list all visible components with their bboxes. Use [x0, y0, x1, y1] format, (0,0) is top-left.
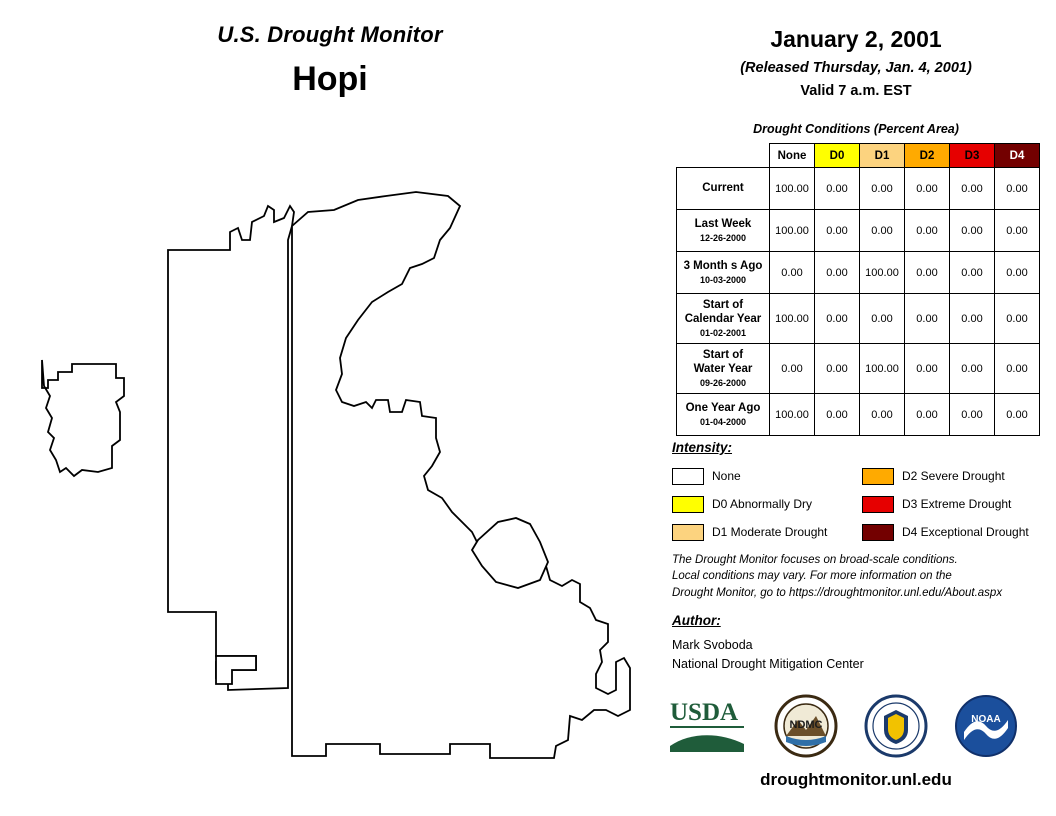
cell-wateryear-d0: 0.00 [815, 344, 860, 394]
row-label-text-line2: Calendar Year [684, 313, 762, 326]
legend-column-right [862, 464, 1029, 548]
ndmc-logo [774, 694, 838, 758]
cell-lastweek-d3: 0.00 [950, 210, 995, 252]
cell-wateryear-d2: 0.00 [905, 344, 950, 394]
cell-wateryear-d1: 100.00 [860, 344, 905, 394]
cell-lastweek-d2: 0.00 [905, 210, 950, 252]
noaa-logo-text: NOAA [971, 714, 1001, 725]
table-row [677, 252, 1040, 294]
column-header-none: None [770, 144, 815, 168]
cell-3months-d0: 0.00 [815, 252, 860, 294]
noaa-logo [954, 694, 1018, 758]
row-label-last-week [677, 210, 770, 252]
row-label-text: 3 Month s Ago [683, 260, 763, 273]
cell-wateryear-none: 0.00 [770, 344, 815, 394]
column-header-d1: D1 [860, 144, 905, 168]
author-name: Mark Svoboda [672, 638, 753, 652]
legend-swatch-d3-icon [862, 496, 894, 513]
table-row [677, 294, 1040, 344]
row-label-date: 10-03-2000 [699, 274, 747, 285]
cell-3months-d4: 0.00 [995, 252, 1040, 294]
cell-lastweek-d0: 0.00 [815, 210, 860, 252]
legend-label-d4: D4 Exceptional Drought [902, 525, 1029, 539]
table-caption: Drought Conditions (Percent Area) [753, 122, 959, 136]
row-label-text-line1: Start of [702, 349, 744, 361]
legend-item-d0 [672, 492, 827, 516]
row-label-text: Last Week [694, 218, 752, 231]
cell-current-d2: 0.00 [905, 168, 950, 210]
ndmc-logo-text: NDMC [789, 719, 823, 731]
legend-item-d4 [862, 520, 1029, 544]
author-block [672, 636, 864, 674]
legend-label-d0: D0 Abnormally Dry [712, 497, 813, 511]
author-organization: National Drought Mitigation Center [672, 656, 864, 671]
title-block [0, 22, 660, 99]
usda-seal-shield-inner [888, 714, 904, 740]
disclaimer-text [672, 552, 1047, 601]
usda-seal-logo [864, 694, 928, 758]
cell-oneyear-d3: 0.00 [950, 394, 995, 436]
legend-label-d3: D3 Extreme Drought [902, 497, 1012, 511]
table-row [677, 394, 1040, 436]
date-block [666, 26, 1046, 99]
row-label-3-months-ago [677, 252, 770, 294]
legend-item-none [672, 464, 827, 488]
cell-oneyear-d4: 0.00 [995, 394, 1040, 436]
column-header-d4: D4 [995, 144, 1040, 168]
cell-wateryear-d3: 0.00 [950, 344, 995, 394]
footer-url[interactable]: droughtmonitor.unl.edu [760, 770, 952, 789]
cell-calyear-d3: 0.00 [950, 294, 995, 344]
author-heading: Author: [672, 613, 721, 628]
cell-current-d3: 0.00 [950, 168, 995, 210]
cell-calyear-d0: 0.00 [815, 294, 860, 344]
cell-3months-d3: 0.00 [950, 252, 995, 294]
usda-logo-rule [670, 726, 744, 728]
row-label-date: 09-26-2000 [699, 377, 747, 388]
cell-calyear-d2: 0.00 [905, 294, 950, 344]
cell-current-d0: 0.00 [815, 168, 860, 210]
table-row [677, 210, 1040, 252]
legend-item-d3 [862, 492, 1029, 516]
date-main: January 2, 2001 [770, 26, 942, 52]
cell-calyear-d1: 0.00 [860, 294, 905, 344]
table-row [677, 168, 1040, 210]
region-title: Hopi [292, 60, 368, 98]
cell-lastweek-d1: 0.00 [860, 210, 905, 252]
date-valid: Valid 7 a.m. EST [800, 83, 912, 99]
row-label-text: Current [702, 182, 744, 195]
drought-conditions-table [676, 143, 1040, 436]
row-label-one-year-ago [677, 394, 770, 436]
table-row [677, 344, 1040, 394]
table-corner-cell [677, 144, 770, 168]
table-body [677, 168, 1040, 436]
usda-logo-text: USDA [670, 699, 739, 726]
legend-item-d2 [862, 464, 1029, 488]
cell-oneyear-d1: 0.00 [860, 394, 905, 436]
cell-calyear-none: 100.00 [770, 294, 815, 344]
legend-column-left [672, 464, 827, 548]
table-header [677, 144, 1040, 168]
legend-item-d1 [672, 520, 827, 544]
cell-oneyear-d0: 0.00 [815, 394, 860, 436]
cell-lastweek-d4: 0.00 [995, 210, 1040, 252]
date-released: (Released Thursday, Jan. 4, 2001) [740, 60, 972, 76]
row-label-date: 12-26-2000 [699, 232, 747, 243]
legend-swatch-d2-icon [862, 468, 894, 485]
column-header-d2: D2 [905, 144, 950, 168]
row-label-date: 01-04-2000 [699, 416, 747, 427]
cell-oneyear-none: 100.00 [770, 394, 815, 436]
usda-logo [668, 694, 748, 756]
cell-current-none: 100.00 [770, 168, 815, 210]
logo-row [668, 694, 1048, 764]
usda-logo-swoosh [670, 735, 744, 752]
intensity-heading: Intensity: [672, 440, 733, 455]
legend-swatch-d1-icon [672, 524, 704, 541]
legend-swatch-d4-icon [862, 524, 894, 541]
row-label-start-calendar-year [677, 294, 770, 344]
cell-oneyear-d2: 0.00 [905, 394, 950, 436]
disclaimer-line-2: Local conditions may vary. For more information on the [672, 570, 952, 583]
disclaimer-line-3: Drought Monitor, go to https://droughtmonitor.unl.edu/About.aspx [672, 586, 1003, 599]
table-header-row [677, 144, 1040, 168]
legend-label-d2: D2 Severe Drought [902, 469, 1005, 483]
legend-label-d1: D1 Moderate Drought [712, 525, 828, 539]
row-label-date: 01-02-2001 [699, 327, 747, 338]
legend-swatch-none-icon [672, 468, 704, 485]
row-label-current [677, 168, 770, 210]
row-label-text-line2: Water Year [693, 363, 753, 376]
disclaimer-line-1: The Drought Monitor focuses on broad-scale conditions. [672, 554, 958, 566]
column-header-d0: D0 [815, 144, 860, 168]
cell-current-d1: 0.00 [860, 168, 905, 210]
cell-current-d4: 0.00 [995, 168, 1040, 210]
row-label-start-water-year [677, 344, 770, 394]
column-header-d3: D3 [950, 144, 995, 168]
cell-calyear-d4: 0.00 [995, 294, 1040, 344]
legend-swatch-d0-icon [672, 496, 704, 513]
legend-label-none: None [712, 469, 741, 483]
cell-wateryear-d4: 0.00 [995, 344, 1040, 394]
hopi-reservation-outline [20, 150, 660, 760]
cell-3months-none: 0.00 [770, 252, 815, 294]
cell-3months-d2: 0.00 [905, 252, 950, 294]
row-label-text: One Year Ago [685, 402, 761, 415]
cell-lastweek-none: 100.00 [770, 210, 815, 252]
row-label-text-line1: Start of [702, 299, 744, 311]
page-title: U.S. Drought Monitor [217, 22, 443, 47]
cell-3months-d1: 100.00 [860, 252, 905, 294]
